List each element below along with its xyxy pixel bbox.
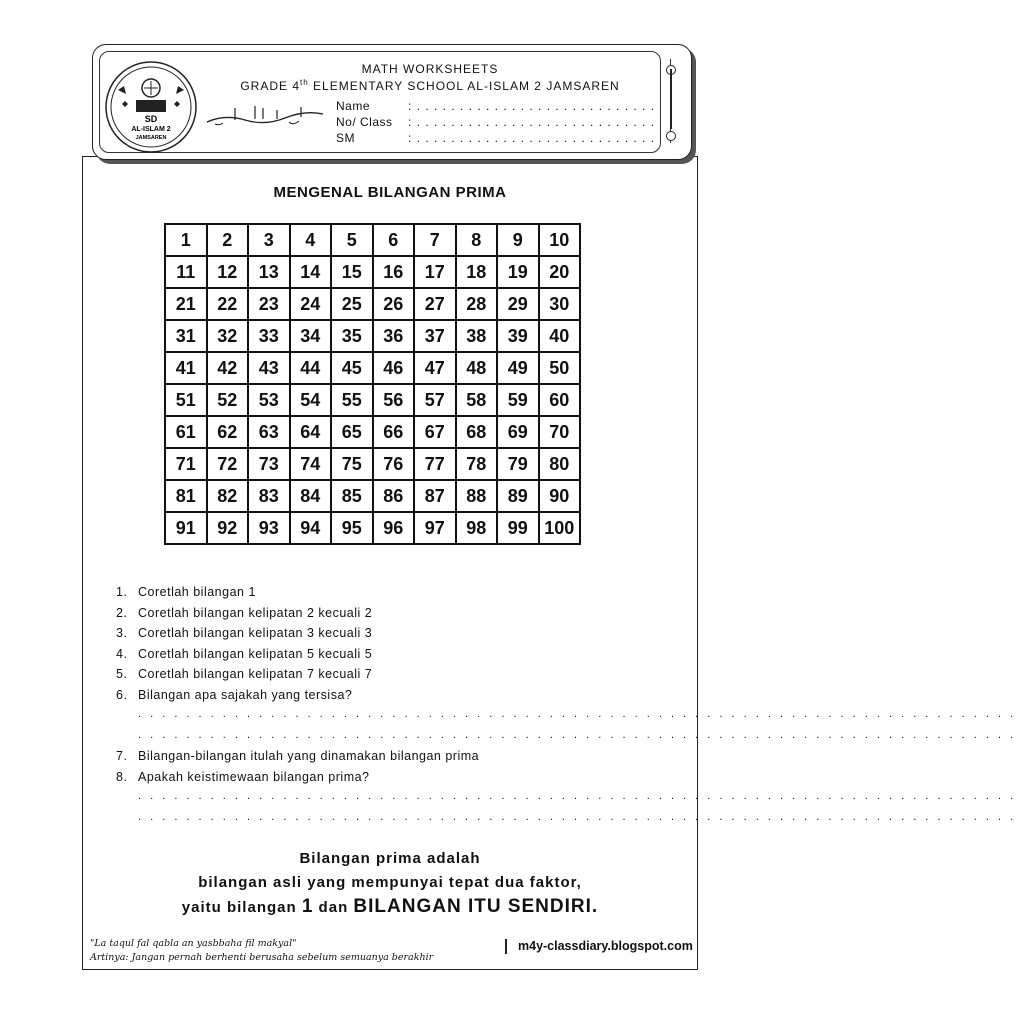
class-field[interactable]: : . . . . . . . . . . . . . . . . . . . . . . . . . . . . (408, 115, 656, 129)
name-field[interactable]: : . . . . . . . . . . . . . . . . . . . . . . . . . . . . (408, 99, 656, 113)
table-row (165, 320, 580, 352)
number-cell[interactable]: 75 (331, 448, 373, 480)
definition-line-1: Bilangan prima adalah (299, 850, 481, 867)
number-cell[interactable]: 100 (539, 512, 581, 544)
number-cell[interactable]: 64 (290, 416, 332, 448)
number-cell[interactable]: 22 (207, 288, 249, 320)
number-cell[interactable]: 10 (539, 224, 581, 256)
number-cell[interactable]: 71 (165, 448, 207, 480)
number-cell[interactable]: 58 (456, 384, 498, 416)
name-label: Name (336, 99, 371, 113)
number-cell[interactable]: 57 (414, 384, 456, 416)
number-cell[interactable]: 41 (165, 352, 207, 384)
number-cell[interactable]: 39 (497, 320, 539, 352)
number-cell[interactable]: 17 (414, 256, 456, 288)
number-cell[interactable]: 27 (414, 288, 456, 320)
grade-text: GRADE 4 (240, 79, 301, 93)
number-cell[interactable]: 84 (290, 480, 332, 512)
table-row (165, 416, 580, 448)
number-cell[interactable]: 47 (414, 352, 456, 384)
page-title: MENGENAL BILANGAN PRIMA (273, 184, 507, 201)
number-cell[interactable]: 53 (248, 384, 290, 416)
number-cell[interactable]: 26 (373, 288, 415, 320)
number-grid (164, 223, 581, 545)
number-cell[interactable]: 9 (497, 224, 539, 256)
number-cell[interactable]: 38 (456, 320, 498, 352)
sm-label: SM (336, 131, 355, 145)
binding-bar (670, 59, 685, 143)
number-cell[interactable]: 21 (165, 288, 207, 320)
basmala-calligraphy (205, 104, 325, 128)
number-cell[interactable]: 3 (248, 224, 290, 256)
step-text: Coretlah bilangan kelipatan 5 kecuali 5 (138, 646, 373, 661)
number-cell[interactable]: 59 (497, 384, 539, 416)
step-text: Apakah keistimewaan bilangan prima? (138, 769, 370, 784)
step-number: 2. (116, 605, 128, 620)
school-text: ELEMENTARY SCHOOL AL-ISLAM 2 JAMSAREN (308, 79, 620, 93)
number-cell[interactable]: 54 (290, 384, 332, 416)
list-item (110, 644, 678, 665)
table-row (165, 352, 580, 384)
number-cell[interactable]: 91 (165, 512, 207, 544)
number-cell[interactable]: 60 (539, 384, 581, 416)
step-text: Bilangan-bilangan itulah yang dinamakan bilangan prima (138, 749, 480, 763)
step-text: Coretlah bilangan kelipatan 7 kecuali 7 (138, 667, 373, 681)
definition-period: . (591, 896, 599, 917)
sm-field[interactable]: : . . . . . . . . . . . . . . . . . . . . . . . . . . . . (408, 131, 656, 145)
header-subtitle (220, 78, 640, 93)
number-cell[interactable]: 23 (248, 288, 290, 320)
grade-suffix: th (300, 78, 309, 87)
binding-stem (670, 69, 672, 129)
answer-line-6b[interactable]: . . . . . . . . . . . . . . . . . . . . . . . . . . . . . . . . . . . . . . . . . . . . . . . . . . . . . . . . . . . . . . . . . . . . . . . . . (138, 728, 1016, 741)
number-cell[interactable]: 79 (497, 448, 539, 480)
number-cell[interactable]: 42 (207, 352, 249, 384)
number-cell[interactable]: 92 (207, 512, 249, 544)
number-cell[interactable]: 56 (373, 384, 415, 416)
step-text: Coretlah bilangan kelipatan 2 kecuali 2 (138, 605, 373, 620)
number-cell[interactable]: 4 (290, 224, 332, 256)
number-cell[interactable]: 31 (165, 320, 207, 352)
definition-pre: yaitu bilangan (181, 899, 302, 916)
table-row (165, 480, 580, 512)
number-cell[interactable]: 77 (414, 448, 456, 480)
number-cell[interactable]: 98 (456, 512, 498, 544)
number-cell[interactable]: 18 (456, 256, 498, 288)
list-item (110, 582, 678, 603)
table-row (165, 224, 580, 256)
number-cell[interactable]: 28 (456, 288, 498, 320)
answer-line-6a[interactable]: . . . . . . . . . . . . . . . . . . . . . . . . . . . . . . . . . . . . . . . . . . . . . . . . . . . . . . . . . . . . . . . . . . . . . . . . . (138, 708, 1016, 720)
number-cell[interactable]: 83 (248, 480, 290, 512)
number-cell[interactable]: 62 (207, 416, 249, 448)
basmala-icon (205, 104, 325, 128)
number-cell[interactable]: 67 (414, 416, 456, 448)
number-cell[interactable]: 93 (248, 512, 290, 544)
definition-emphasis: BILANGAN ITU SENDIRI (353, 896, 592, 917)
number-cell[interactable]: 99 (497, 512, 539, 544)
number-cell[interactable]: 88 (456, 480, 498, 512)
number-cell[interactable]: 30 (539, 288, 581, 320)
number-cell[interactable]: 13 (248, 256, 290, 288)
number-cell[interactable]: 5 (331, 224, 373, 256)
number-cell[interactable]: 2 (207, 224, 249, 256)
number-cell[interactable]: 50 (539, 352, 581, 384)
number-cell[interactable]: 40 (539, 320, 581, 352)
number-cell[interactable]: 85 (331, 480, 373, 512)
number-cell[interactable]: 73 (248, 448, 290, 480)
number-cell[interactable]: 16 (373, 256, 415, 288)
number-cell[interactable]: 97 (414, 512, 456, 544)
list-item (110, 767, 678, 788)
number-cell[interactable]: 87 (414, 480, 456, 512)
number-cell[interactable]: 48 (456, 352, 498, 384)
list-item (110, 623, 678, 644)
table-row (165, 288, 580, 320)
number-cell[interactable]: 43 (248, 352, 290, 384)
number-cell[interactable]: 90 (539, 480, 581, 512)
number-cell[interactable]: 72 (207, 448, 249, 480)
definition-mid: dan (313, 899, 354, 916)
number-cell[interactable]: 51 (165, 384, 207, 416)
number-cell[interactable]: 11 (165, 256, 207, 288)
number-cell[interactable]: 49 (497, 352, 539, 384)
blog-link[interactable]: m4y-classdiary.blogspot.com (518, 939, 693, 953)
number-cell[interactable]: 45 (331, 352, 373, 384)
number-cell[interactable]: 37 (414, 320, 456, 352)
number-cell[interactable]: 81 (165, 480, 207, 512)
number-cell[interactable]: 94 (290, 512, 332, 544)
number-cell[interactable]: 78 (456, 448, 498, 480)
step-number: 1. (116, 585, 128, 599)
binding-ring-icon (666, 131, 676, 141)
number-cell[interactable]: 14 (290, 256, 332, 288)
number-cell[interactable]: 46 (373, 352, 415, 384)
school-logo (104, 60, 198, 154)
list-item (110, 603, 678, 624)
number-cell[interactable]: 63 (248, 416, 290, 448)
number-cell[interactable]: 82 (207, 480, 249, 512)
number-cell[interactable]: 25 (331, 288, 373, 320)
logo-text-school: AL-ISLAM 2 (131, 126, 171, 133)
step-text: Coretlah bilangan kelipatan 3 kecuali 3 (138, 626, 373, 640)
step-text: Bilangan apa sajakah yang tersisa? (138, 687, 353, 702)
number-cell[interactable]: 76 (373, 448, 415, 480)
header-title: MATH WORKSHEETS (361, 62, 499, 76)
definition-line-2: bilangan asli yang mempunyai tepat dua faktor, (198, 874, 582, 891)
number-cell[interactable]: 20 (539, 256, 581, 288)
number-cell[interactable]: 33 (248, 320, 290, 352)
table-row (165, 256, 580, 288)
table-row (165, 384, 580, 416)
step-text: Coretlah bilangan 1 (138, 585, 256, 599)
logo-text-sd: SD (144, 114, 158, 124)
number-cell[interactable]: 36 (373, 320, 415, 352)
number-cell[interactable]: 96 (373, 512, 415, 544)
instruction-list (110, 582, 1016, 828)
list-item (110, 664, 678, 685)
quote-translation: Artinya: Jangan pernah berhenti berusaha sebelum semuanya berakhir (90, 952, 434, 963)
number-cell[interactable]: 80 (539, 448, 581, 480)
number-cell[interactable]: 86 (373, 480, 415, 512)
number-cell[interactable]: 65 (331, 416, 373, 448)
step-number: 8. (116, 769, 128, 784)
number-cell[interactable]: 35 (331, 320, 373, 352)
list-item (110, 685, 678, 706)
number-cell[interactable]: 55 (331, 384, 373, 416)
number-cell[interactable]: 61 (165, 416, 207, 448)
table-row (165, 512, 580, 544)
number-cell[interactable]: 69 (497, 416, 539, 448)
list-item (110, 746, 678, 767)
definition-line-3 (82, 896, 698, 918)
definition-one: 1 (301, 896, 314, 917)
step-number: 3. (116, 626, 128, 640)
number-cell[interactable]: 15 (331, 256, 373, 288)
number-cell[interactable]: 32 (207, 320, 249, 352)
answer-line-8a[interactable]: . . . . . . . . . . . . . . . . . . . . . . . . . . . . . . . . . . . . . . . . . . . . . . . . . . . . . . . . . . . . . . . . . . . . . . . . . (138, 790, 1016, 802)
number-cell[interactable]: 70 (539, 416, 581, 448)
number-cell[interactable]: 1 (165, 224, 207, 256)
number-cell[interactable]: 66 (373, 416, 415, 448)
number-cell[interactable]: 95 (331, 512, 373, 544)
number-cell[interactable]: 89 (497, 480, 539, 512)
number-cell[interactable]: 52 (207, 384, 249, 416)
number-cell[interactable]: 7 (414, 224, 456, 256)
class-label: No/ Class (336, 115, 393, 129)
number-cell[interactable]: 19 (497, 256, 539, 288)
table-row (165, 448, 580, 480)
number-cell[interactable]: 12 (207, 256, 249, 288)
step-number: 4. (116, 646, 128, 661)
footer-divider (505, 939, 507, 954)
number-cell[interactable]: 24 (290, 288, 332, 320)
number-cell[interactable]: 8 (456, 224, 498, 256)
step-number: 6. (116, 687, 128, 702)
number-cell[interactable]: 44 (290, 352, 332, 384)
answer-line-8b[interactable]: . . . . . . . . . . . . . . . . . . . . . . . . . . . . . . . . . . . . . . . . . . . . . . . . . . . . . . . . . . . . . . . . . . . . . . . . . (138, 810, 1016, 823)
step-number: 7. (116, 749, 128, 763)
quote-text: "La taqul fal qabla an yasbbaha fil makyal" (90, 938, 297, 949)
number-cell[interactable]: 6 (373, 224, 415, 256)
number-cell[interactable]: 29 (497, 288, 539, 320)
logo-text-place: JAMSAREN (135, 135, 167, 141)
number-cell[interactable]: 34 (290, 320, 332, 352)
step-number: 5. (116, 667, 128, 681)
number-cell[interactable]: 74 (290, 448, 332, 480)
number-cell[interactable]: 68 (456, 416, 498, 448)
